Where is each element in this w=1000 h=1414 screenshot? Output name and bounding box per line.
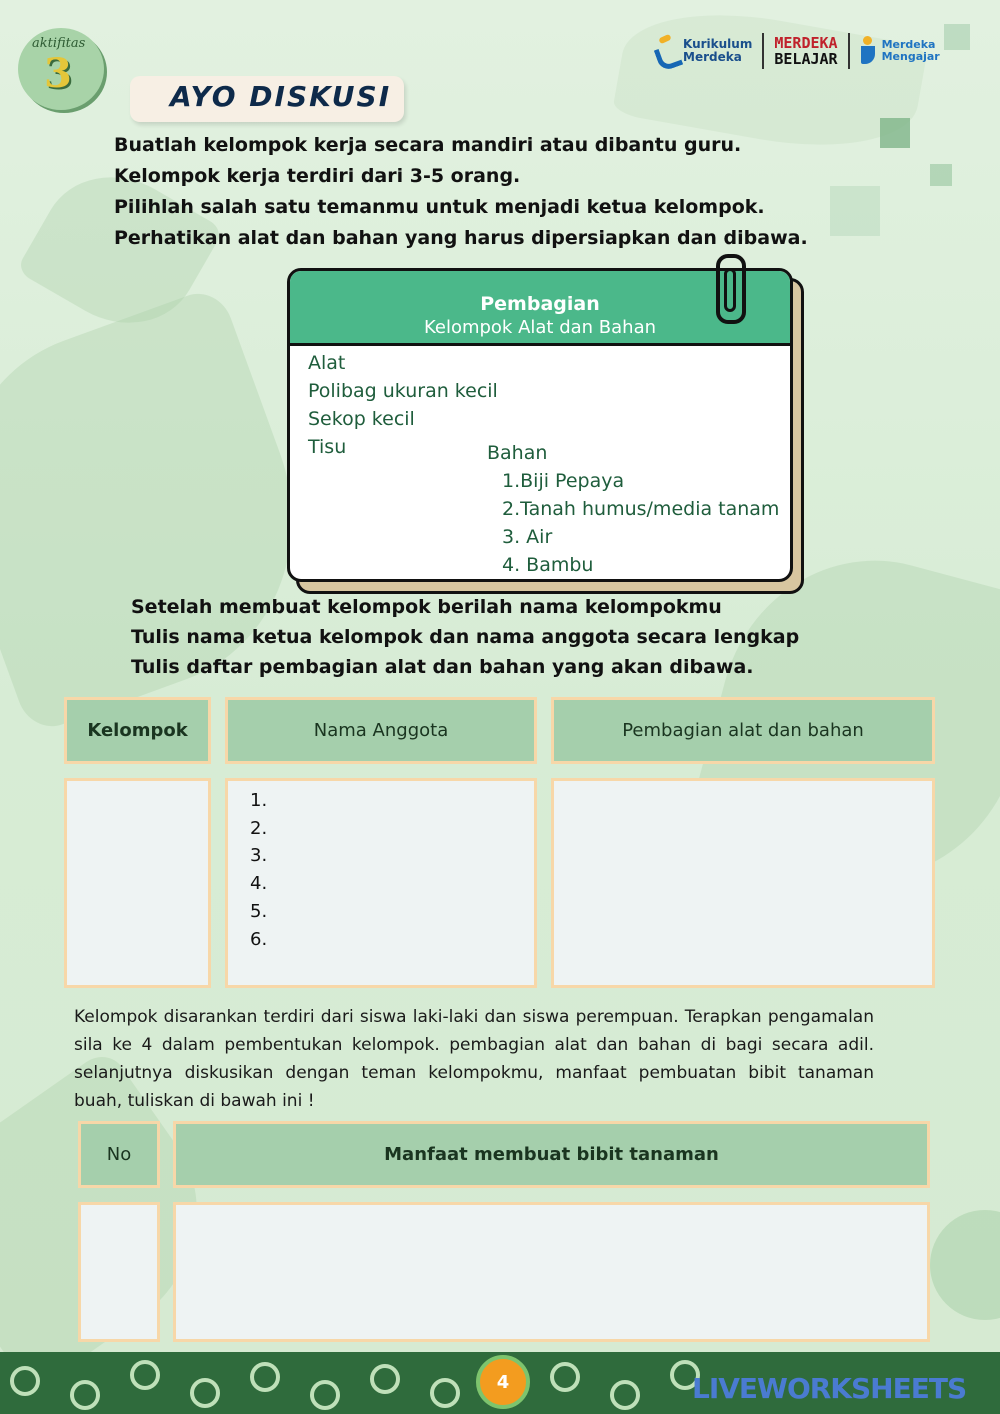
logo-divider	[848, 33, 850, 69]
instruction-line: Perhatikan alat dan bahan yang harus dipersiapkan dan dibawa.	[114, 227, 808, 249]
header-pembagian: Pembagian alat dan bahan	[551, 697, 935, 764]
mb-line1: MERDEKA	[774, 34, 838, 52]
header-kelompok: Kelompok	[64, 697, 211, 764]
kelompok-input-cell[interactable]	[64, 778, 211, 988]
instruction-line: Kelompok kerja terdiri dari 3-5 orang.	[114, 165, 521, 187]
alat-item: Polibag ukuran kecil	[308, 380, 498, 402]
bahan-item: 1.Biji Pepaya	[502, 470, 625, 492]
mb-line2: BELAJAR	[774, 50, 838, 68]
header-manfaat: Manfaat membuat bibit tanaman	[173, 1121, 930, 1188]
page-number: 4	[476, 1355, 530, 1409]
alat-item: Tisu	[308, 436, 347, 458]
decorative-square	[830, 186, 880, 236]
badge-label: aktifitas	[32, 36, 86, 51]
merdeka-belajar-logo	[774, 35, 837, 67]
mm-line2: Mengajar	[881, 50, 940, 63]
batik-dot	[70, 1380, 100, 1410]
logo-strip	[655, 30, 940, 72]
instruction-line: Tulis daftar pembagian alat dan bahan yang akan dibawa.	[131, 656, 754, 678]
instructions	[114, 130, 808, 254]
instruction-line: Tulis nama ketua kelompok dan nama anggota secara lengkap	[131, 626, 800, 648]
instruction-line: Pilihlah salah satu temanmu untuk menjadi ketua kelompok.	[114, 196, 765, 218]
card-header	[290, 271, 790, 346]
decorative-square	[944, 24, 970, 50]
batik-dot	[550, 1362, 580, 1392]
badge-number: 3	[44, 50, 72, 97]
merdeka-mengajar-icon	[860, 36, 878, 66]
logo-divider	[762, 33, 764, 69]
section-title-box	[130, 76, 404, 122]
batik-dot	[130, 1360, 160, 1390]
member-number: 3.	[250, 845, 268, 867]
instruction-line: Buatlah kelompok kerja secara mandiri atau dibantu guru.	[114, 134, 742, 156]
alat-list	[308, 349, 498, 461]
section-title: AYO DISKUSI	[170, 80, 392, 113]
batik-dot	[10, 1366, 40, 1396]
bahan-list	[487, 439, 779, 579]
member-number: 1.	[250, 790, 268, 811]
instructions-2	[131, 592, 799, 682]
bahan-item: 2.Tanah humus/media tanam	[502, 498, 780, 520]
member-number: 5.	[250, 900, 268, 922]
activity-badge	[18, 28, 104, 110]
instruction-line: Setelah membuat kelompok berilah nama kelompokmu	[131, 596, 722, 618]
batik-dot	[610, 1380, 640, 1410]
batik-dot	[310, 1380, 340, 1410]
decorative-square	[930, 164, 952, 186]
member-number: 6.	[250, 928, 268, 950]
member-number: 4.	[250, 873, 268, 895]
batik-dot	[430, 1378, 460, 1408]
header-nama-anggota: Nama Anggota	[225, 697, 537, 764]
card-subtitle: Kelompok Alat dan Bahan	[423, 317, 657, 338]
kurikulum-merdeka-icon	[655, 34, 677, 68]
batik-dot	[250, 1362, 280, 1392]
liveworksheets-watermark: LIVEWORKSHEETS	[692, 1372, 967, 1405]
alat-heading: Alat	[308, 352, 346, 374]
instruction-paragraph: Kelompok disarankan terdiri dari siswa laki-laki dan siswa perempuan. Terapkan pengamalan sila ke 4 dalam pembentukan kelompok. pembagian alat dan bahan di bagi secara adil. selanjutnya diskusikan dengan teman kelompokmu, manfaat pembuatan bibit tanaman buah, tuliskan di bawah ini !	[74, 1007, 874, 1111]
batik-dot	[370, 1364, 400, 1394]
kurikulum-merdeka-logo	[655, 34, 752, 68]
batik-dot	[190, 1378, 220, 1408]
member-number-list	[250, 787, 267, 953]
decorative-square	[880, 118, 910, 148]
bahan-item: 4. Bambu	[502, 554, 594, 576]
header-no: No	[78, 1121, 160, 1188]
member-number: 2.	[250, 817, 268, 839]
mm-line1: Merdeka	[881, 38, 936, 51]
manfaat-input-cell[interactable]	[173, 1202, 930, 1342]
pembagian-input-cell[interactable]	[551, 778, 935, 988]
card-title: Pembagian	[480, 293, 600, 315]
bahan-heading: Bahan	[487, 442, 548, 464]
alat-item: Sekop kecil	[308, 408, 415, 430]
bahan-item: 3. Air	[502, 526, 553, 548]
nama-anggota-input-cell[interactable]	[225, 778, 537, 988]
kurikulum-line2: Merdeka	[683, 50, 742, 64]
merdeka-mengajar-logo	[860, 36, 940, 66]
no-input-cell[interactable]	[78, 1202, 160, 1342]
paperclip-icon	[716, 254, 746, 324]
kurikulum-line1: Kurikulum	[683, 37, 753, 51]
